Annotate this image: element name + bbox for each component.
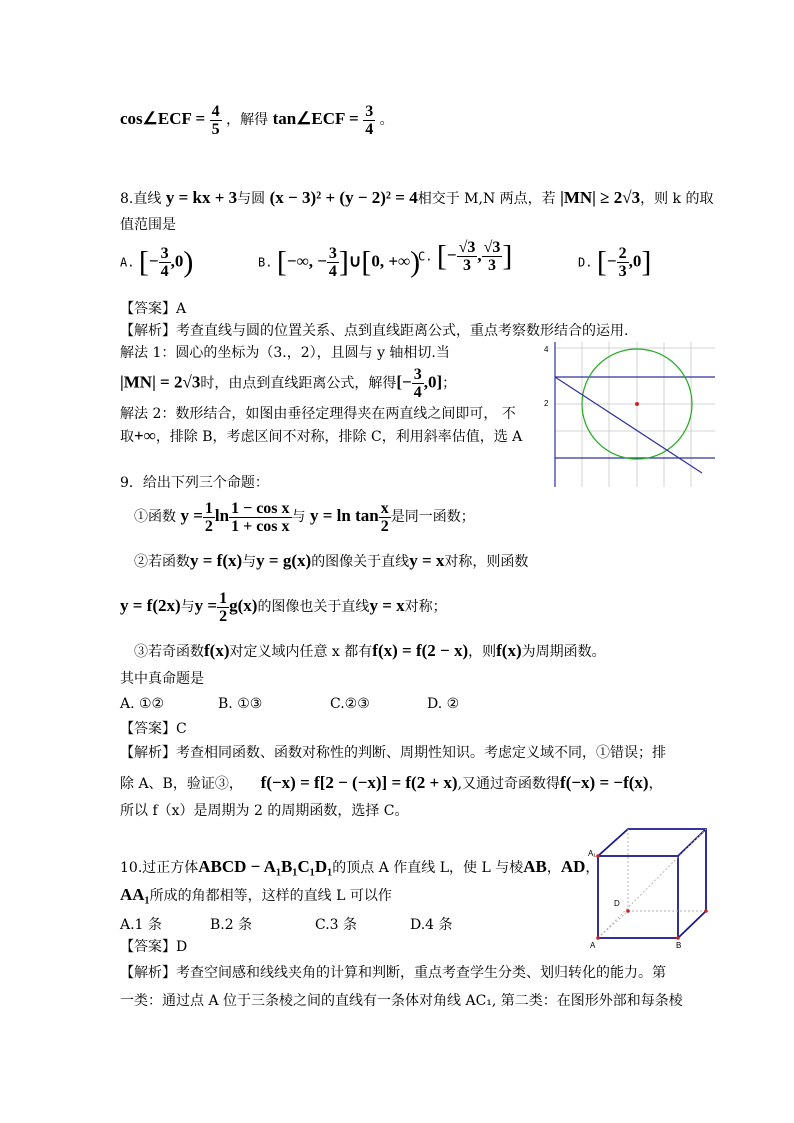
cube-label-a: A (590, 941, 596, 950)
q8-line-eq: y = kx + 3 (165, 188, 238, 207)
tan-lhs: tan∠ECF = (272, 109, 359, 128)
q8-graph (540, 342, 715, 487)
q9-analysis-1: 【解析】考查相同函数、函数对称性的判断、周期性知识。考虑定义域不同，①错误；排 (120, 745, 666, 761)
q8-method1-a: 解法 1：圆心的坐标为（3.，2），且圆与 y 轴相切.当 (120, 345, 450, 361)
tan-fraction: $\frac{3}{4}$ (365, 102, 374, 138)
cos-lhs: cos∠ECF = (120, 109, 206, 128)
q9-option-c: C.②③ (330, 696, 370, 712)
q10-option-b: B.2 条 (210, 917, 253, 933)
q10-cube-figure (588, 826, 718, 951)
q10-option-d: D.4 条 (410, 917, 453, 933)
graph-center-point (635, 402, 639, 406)
q10-analysis-1: 【解析】考查空间感和线线夹角的计算和判断，重点考查学生分类、划归转化的能力。第 (120, 965, 666, 981)
cube-label-a1: A₁ (588, 849, 597, 858)
q8-option-a: A. [− $\frac{3}{4}$ ,0) (120, 245, 194, 280)
mid-text: ，解得 (226, 112, 269, 128)
top-formula-line: cos∠ECF = $\frac{4}{5}$ ，解得 tan∠ECF = $\frac{3}{4}$ 。 (120, 102, 394, 138)
q8-method2-b: 取+∞，排除 B，考虑区间不对称，排除 C，利用斜率估值，选 A (120, 426, 523, 445)
q8-circle-eq: (x − 3)² + (y − 2)² = 4 (269, 188, 418, 207)
graph-tick-2: 2 (544, 399, 549, 408)
q9-analysis-3: 所以 f（x）是周期为 2 的周期函数，选择 C。 (120, 803, 409, 819)
q8-option-d: D. [− $\frac{2}{3}$ ,0] (578, 245, 652, 280)
cube-label-b: B (676, 941, 682, 950)
cube-hidden-depth (598, 911, 628, 938)
q10-analysis-2: 一类：通过点 A 位于三条棱之间的直线有一条体对角线 AC₁, 第二类：在图形外部和每条棱 (120, 993, 683, 1009)
q8-number: 8. (120, 191, 134, 207)
q10-line-2: AA₁所成的角都相等，这样的直线 L 可以作 (120, 885, 392, 904)
q9-option-d: D. ② (427, 696, 460, 712)
q8-option-c: C. [− $\frac{√3}{3}$ , $\frac{√3}{3}$ ] (418, 239, 513, 274)
q9-p2-b: y = f(2x)与y = $\frac{1}{2}$ g(x)的图像也关于直线y = x对称； (120, 589, 447, 625)
q10-option-c: C.3 条 (315, 917, 358, 933)
q9-analysis-2: 除 A、B，验证③， f(−x) = f[2 − (−x)] = f(2 + x),又通过奇函数得f(−x) = −f(x)， (120, 773, 663, 792)
q9-option-b: B. ①③ (218, 696, 263, 712)
q9-question: 其中真命题是 (120, 671, 204, 687)
q8-line-2: 值范围是 (120, 217, 176, 233)
q9-option-a: A. ①② (120, 696, 165, 712)
q9-title: 9．给出下列三个命题： (120, 475, 269, 491)
graph-tick-4: 4 (544, 345, 549, 354)
q8-option-b: B. [−∞, − $\frac{3}{4}$ ]∪[0, +∞) (258, 245, 421, 280)
cos-fraction: $\frac{4}{5}$ (211, 102, 220, 138)
q9-answer: 【答案】C (120, 721, 187, 737)
q8-method2-a: 解法 2：数形结合，如图由垂径定理得夹在两直线之间即可， 不 (120, 406, 516, 422)
q10-answer: 【答案】D (120, 939, 188, 955)
q8-line-1: 8.直线 y = kx + 3与圆 (x − 3)² + (y − 2)² = 4相交于 M,N 两点，若 |MN| ≥ 2√3，则 k 的取 (120, 188, 714, 207)
q8-answer: 【答案】A (120, 301, 187, 317)
q8-analysis: 【解析】考查直线与圆的位置关系、点到直线距离公式，重点考察数形结合的运用. (120, 323, 629, 339)
q8-condition: |MN| ≥ 2√3 (560, 188, 641, 207)
q9-p3: ③若奇函数f(x)对定义域内任意 x 都有f(x) = f(2 − x)，则f(x)为周期函数。 (134, 641, 606, 660)
cube-top-right-edge (678, 829, 706, 856)
q10-line-1: 10.过正方体ABCD − A₁B₁C₁D₁的顶点 A 作直线 L，使 L 与棱AB，AD， (120, 857, 600, 876)
cube-label-d: D (614, 899, 620, 908)
q9-p1: ①函数 y = $\frac{1}{2}$ ln $\frac{\text{1 − cos x}}{\text{1 + cos x}}$ 与 y = ln tan $\frac{x}{2}$ 是同一函数； (134, 499, 475, 535)
q9-p2-a: ②若函数y = f(x)与y = g(x)的图像关于直线y = x对称，则函数 (134, 551, 529, 570)
q10-option-a: A.1 条 (120, 917, 162, 933)
q8-method1-b: |MN| = 2√3时，由点到直线距离公式，解得[− $\frac{3}{4}$ ,0]； (120, 366, 457, 401)
